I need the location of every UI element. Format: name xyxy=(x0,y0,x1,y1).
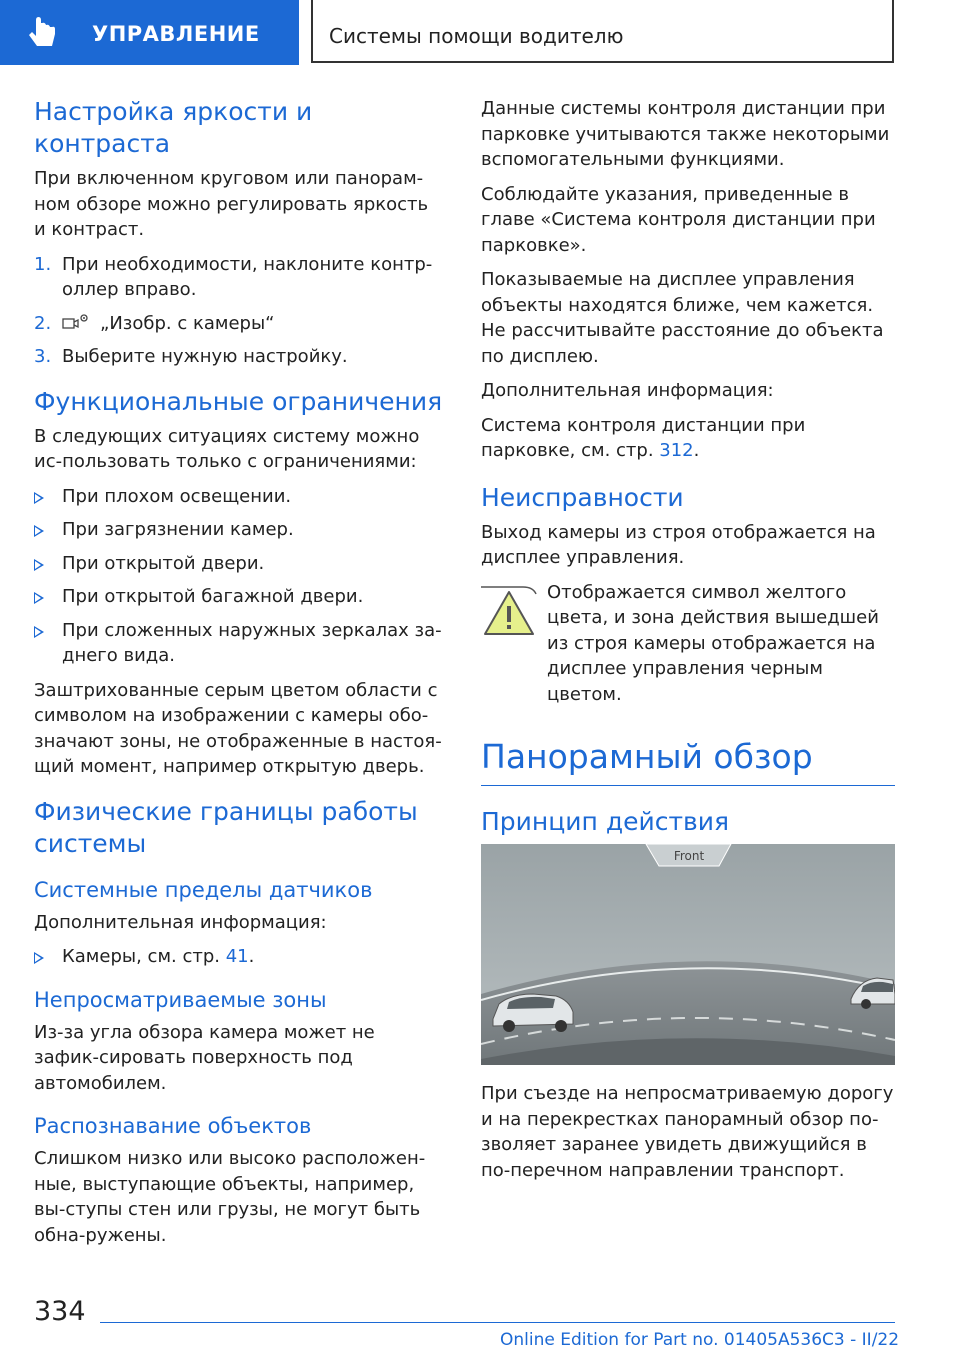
step-number: 2. xyxy=(34,312,52,334)
list-item-text: При плохом освещении. xyxy=(62,485,292,507)
warning-block xyxy=(481,580,895,708)
step-text: Выберите нужную настройку. xyxy=(62,346,348,367)
step-item xyxy=(34,252,444,303)
para-parking-data: Данные системы контроля дистанции при парковке учитываются также некоторыми вспомогательными функциями. xyxy=(481,98,890,170)
sensors-list xyxy=(34,944,444,970)
chapter-tab-label: УПРАВЛЕНИЕ xyxy=(92,22,260,46)
faults-section xyxy=(481,482,895,708)
brightness-heading: Настройка яркости и контраста xyxy=(34,97,313,158)
sensors-section xyxy=(34,876,444,970)
list-item xyxy=(34,944,444,970)
faults-heading: Неисправности xyxy=(481,482,684,512)
right-column xyxy=(481,96,895,1192)
sensors-heading: Системные пределы датчиков xyxy=(34,877,373,902)
panorama-text: При съезде на непросматриваемую дорогу и на перекрестках панорамный обзор по-зволяет заранее увидеть движущийся в по-перечном направлении транспорт. xyxy=(481,1083,894,1181)
list-item xyxy=(34,517,444,543)
para-pdc-ref xyxy=(481,413,895,464)
step-number: 1. xyxy=(34,253,52,275)
front-label: Front xyxy=(673,849,705,863)
page-number: 334 xyxy=(34,1296,86,1327)
list-item xyxy=(34,618,444,669)
limits-intro: В следующих ситуациях систему можно ис-пользовать только с ограничениями: xyxy=(34,425,420,472)
list-item xyxy=(34,551,444,577)
chapter-tab[interactable] xyxy=(0,0,299,65)
physical-section xyxy=(34,796,444,860)
page-link-312[interactable]: 312 xyxy=(659,440,694,461)
para-display-distance: Показываемые на дисплее управления объекты находятся ближе, чем кажется. Не рассчитывайте расстояние до объекта по дисплею. xyxy=(481,269,884,367)
list-item xyxy=(34,484,444,510)
panorama-camera-image xyxy=(481,844,895,1065)
objects-heading: Распознавание объектов xyxy=(34,1114,312,1138)
triangle-bullet-icon xyxy=(34,525,44,537)
footer-edition: Online Edition for Part no. 01405A536C3 - II/22 xyxy=(500,1330,900,1350)
triangle-bullet-icon xyxy=(34,492,44,504)
list-item-text: При загрязнении камер. xyxy=(62,519,294,540)
footer-divider xyxy=(100,1322,895,1323)
para-more-info: Дополнительная информация: xyxy=(481,380,774,401)
panorama-heading: Панорамный обзор xyxy=(481,737,813,776)
faults-text: Выход камеры из строя отображается на дисплее управления. xyxy=(481,521,876,568)
blind-zones-section xyxy=(34,986,444,1097)
section-header-label: Системы помощи водителю xyxy=(329,24,624,48)
left-column xyxy=(34,96,444,1264)
para-follow-instructions: Соблюдайте указания, приведенные в главе «Система контроля дистанции при парковке». xyxy=(481,183,876,256)
triangle-bullet-icon xyxy=(34,626,44,638)
physical-heading: Физические границы работы системы xyxy=(34,796,418,858)
pdc-ref-text: Система контроля дистанции при парковке, см. стр. xyxy=(481,414,806,461)
list-item-text: При открытой багажной двери. xyxy=(62,586,364,607)
sensors-intro: Дополнительная информация: xyxy=(34,911,327,933)
principle-heading: Принцип действия xyxy=(481,807,730,836)
brightness-section xyxy=(34,96,444,370)
step-item xyxy=(34,344,444,370)
triangle-bullet-icon xyxy=(34,559,44,571)
objects-section xyxy=(34,1112,444,1248)
list-item-text: Камеры, см. стр. xyxy=(62,946,226,967)
camera-settings-icon xyxy=(62,312,90,332)
step-text: При необходимости, наклоните контр-оллер вправо. xyxy=(62,253,433,300)
warning-triangle-icon xyxy=(481,586,537,640)
triangle-bullet-icon xyxy=(34,592,44,604)
limits-note: Заштрихованные серым цветом области с символом на изображении с камеры обо-значают зоны, не отображенные в настоя-щий момент, например открытую дверь. xyxy=(34,679,442,777)
list-item-end: . xyxy=(248,946,255,967)
blind-zones-text: Из-за угла обзора камера может не зафик-сировать поверхность под автомобилем. xyxy=(34,1021,375,1094)
list-item xyxy=(34,584,444,610)
objects-text: Слишком низко или высоко расположен-ные, выступающие объекты, например, вы-ступы стен или грузы, не могут быть обна-ружены. xyxy=(34,1148,426,1246)
pdc-ref-end: . xyxy=(693,440,700,461)
hand-pointer-icon xyxy=(22,16,62,50)
page-link-41[interactable]: 41 xyxy=(225,946,249,967)
step-number: 3. xyxy=(34,346,52,367)
step-text: „Изобр. с камеры“ xyxy=(100,312,275,334)
step-item xyxy=(34,311,444,337)
limits-section xyxy=(34,386,444,780)
brightness-intro: При включенном круговом или панорам-ном обзоре можно регулировать яркость и контраст. xyxy=(34,168,429,240)
triangle-bullet-icon xyxy=(34,952,44,964)
warning-text: Отображается символ желтого цвета, и зона действия вышедшей из строя камеры отображается на дисплее управления черным цветом. xyxy=(547,581,879,705)
panorama-title-block xyxy=(481,735,895,786)
list-item-text: При открытой двери. xyxy=(62,552,265,574)
brightness-steps xyxy=(34,252,444,370)
list-item-text: При сложенных наружных зеркалах за-днего вида. xyxy=(62,619,442,666)
section-header xyxy=(311,0,894,63)
blind-zones-heading: Непросматриваемые зоны xyxy=(34,987,327,1012)
limits-heading: Функциональные ограничения xyxy=(34,386,443,416)
limits-list xyxy=(34,484,444,669)
